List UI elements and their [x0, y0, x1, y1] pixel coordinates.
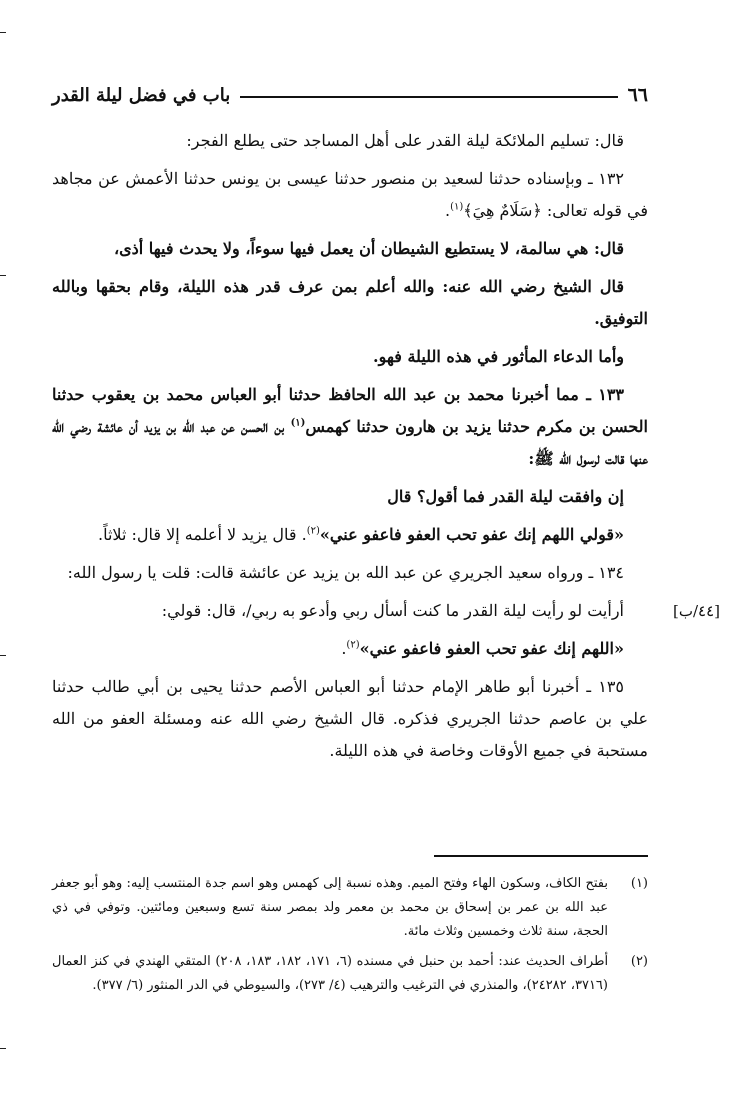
scan-edge-mark	[0, 655, 6, 656]
header-rule	[240, 96, 617, 98]
scan-edge-mark	[0, 1048, 6, 1049]
footnote-ref: (١)	[290, 417, 306, 429]
footnote-number: (٢)	[630, 954, 648, 969]
prayer-quote: «اللهم إنك عفو تحب العفو فاعفو عني»$^{(٢)}$.	[341, 639, 624, 658]
footnote-ref: (٢)	[346, 639, 360, 651]
footnote-ref: (٢)	[306, 525, 320, 537]
hadith-132: ١٣٢ ـ وبإسناده حدثنا لسعيد بن منصور حدثنا عيسى بن يونس حدثنا الأعمش عن مجاهد في قوله تعالى: ﴿سَلَامٌ هِيَ﴾$^{(١)}$.	[52, 169, 648, 220]
footnotes	[52, 872, 648, 1004]
page-number: ٦٦	[627, 84, 648, 106]
manuscript-folio-marker: [٤٤/ب]	[672, 602, 720, 620]
prayer-quote: «قولي اللهم إنك عفو تحب العفو فاعفو عني»$^{(٢)}$. قال يزيد لا أعلمه إلا قال: ثلاثاً.	[98, 525, 624, 544]
chapter-title: باب في فضل ليلة القدر	[52, 84, 231, 106]
footnote	[52, 872, 648, 944]
hadith-134: ١٣٤ ـ ورواه سعيد الجريري عن عبد الله بن يزيد عن عائشة قالت: قلت يا رسول الله:	[67, 563, 624, 582]
paragraph: قال: هي سالمة، لا يستطيع الشيطان أن يعمل فيها سوءاً، ولا يحدث فيها أذى،	[113, 239, 624, 258]
paragraph: [٤٤/ب] أرأيت لو رأيت ليلة القدر ما كنت أسأل ربي وأدعو به ربي/، قال: قولي:	[52, 595, 648, 627]
footnote-text: بفتح الكاف، وسكون الهاء وفتح الميم. وهذه نسبة إلى كهمس وهو اسم جدة المنتسب إليه: وهو أبو جعفر عبد الله بن عمر بن إسحاق بن محمد بن معمر ولد بمصر سنة تسع وسبعين ومائتين. وتوفي في ذي الحجة، سنة ثلاث وخمسين وثلاث مائة.	[52, 876, 608, 939]
scan-edge-mark	[0, 32, 6, 33]
footnote	[52, 950, 648, 998]
footnote-number: (١)	[630, 876, 648, 891]
scan-edge-mark	[0, 275, 6, 276]
running-header	[52, 82, 648, 108]
paragraph: قال: تسليم الملائكة ليلة القدر على أهل المساجد حتى يطلع الفجر:	[186, 131, 624, 150]
hadith-135: ١٣٥ ـ أخبرنا أبو طاهر الإمام حدثنا أبو العباس الأصم حدثنا يحيى بن أبي طالب حدثنا علي بن عاصم حدثنا الجريري فذكره. قال الشيخ رضي الله عنه ومسئلة العفو من الله مستحبة في جميع الأوقات وخاصة في هذه الليلة.	[52, 677, 649, 760]
paragraph: وأما الدعاء المأثور في هذه الليلة فهو.	[373, 347, 624, 366]
paragraph: إن وافقت ليلة القدر فما أقول؟ قال	[387, 487, 624, 506]
footnote-text: أطراف الحديث عند: أحمد بن حنبل في مسنده (٦، ١٧١، ١٨٢، ١٨٣، ٢٠٨) المتقي الهندي في كنز العمال (٣٧١٦، ٢٤٢٨٢)، والمنذري في الترغيب والترهيب (٤/ ٢٧٣)، والسيوطي في الدر المنثور (٦/ ٣٧٧).	[52, 954, 609, 993]
main-text	[52, 125, 720, 773]
footnote-rule	[434, 855, 648, 857]
hadith-133: ١٣٣ ـ مما أخبرنا محمد بن عبد الله الحافظ حدثنا أبو العباس محمد بن يعقوب حدثنا الحسن بن مكرم حدثنا يزيد بن هارون حدثنا كهمس$^{(١)}$ بن الحسن عن عبد الله بن يزيد أن عائشة رضي الله عنها قالت لرسول الله ﷺ:	[52, 385, 649, 468]
footnote-ref: (١)	[450, 201, 464, 213]
paragraph: قال الشيخ رضي الله عنه: والله أعلم بمن عرف قدر هذه الليلة، وقام بحقها وبالله التوفيق.	[52, 277, 648, 328]
